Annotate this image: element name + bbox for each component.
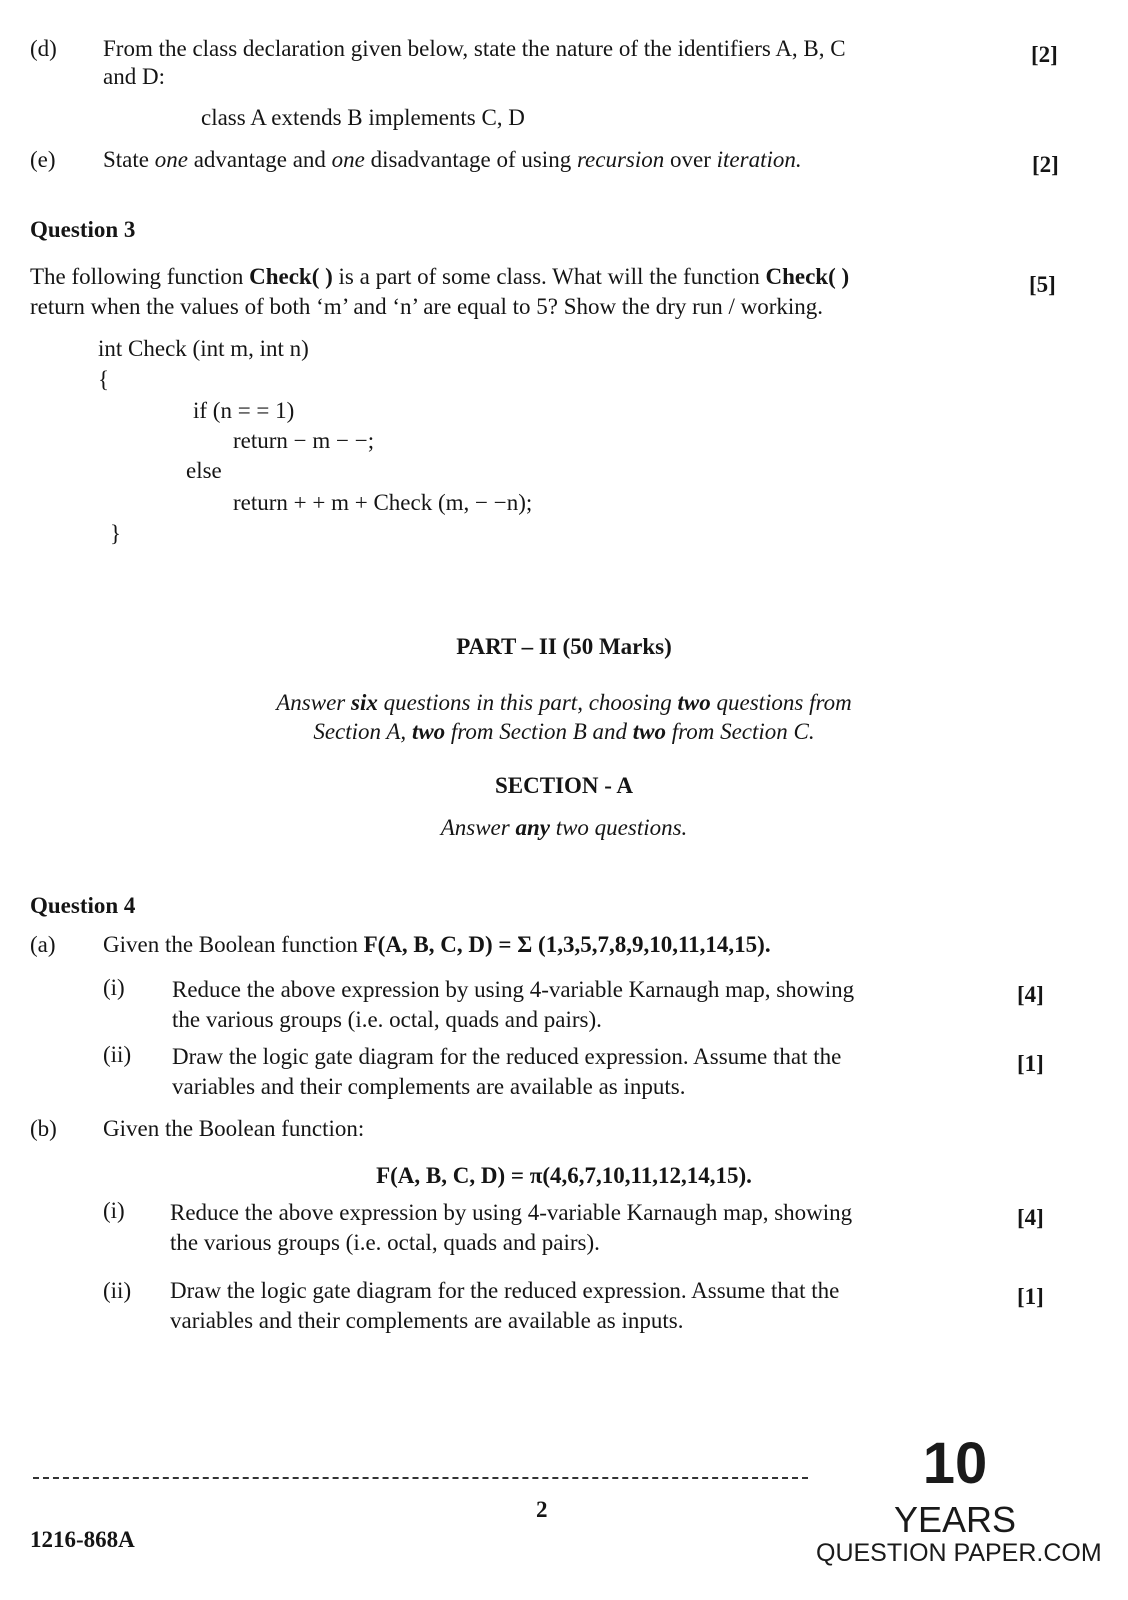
q4b-function: F(A, B, C, D) = π(4,6,7,10,11,12,14,15). (376, 1163, 752, 1188)
q4b-ii-label: (ii) (103, 1278, 132, 1303)
q4b-text: Given the Boolean function: (103, 1116, 365, 1141)
q2e-label: (e) (30, 147, 56, 172)
q2d-code: class A extends B implements C, D (201, 105, 525, 130)
q4b-i-marks: [4] (1017, 1205, 1044, 1230)
paper-code: 1216-868A (30, 1527, 135, 1552)
code-line: { (98, 367, 110, 392)
q4b-ii-line2: variables and their complements are available as inputs. (170, 1308, 684, 1333)
q2d-marks: [2] (1031, 42, 1058, 67)
q4a-ii-line1: Draw the logic gate diagram for the reduced expression. Assume that the (172, 1044, 842, 1069)
q4a-i-line1: Reduce the above expression by using 4-variable Karnaugh map, showing (172, 977, 855, 1002)
part2-instructions-line1: Answer six questions in this part, choosing two questions from (276, 690, 852, 715)
part2-instructions-line2: Section A, two from Section B and two from Section C. (313, 719, 815, 744)
q4a-i-line2: the various groups (i.e. octal, quads and pairs). (172, 1007, 602, 1032)
code-line: int Check (int m, int n) (98, 336, 309, 361)
q3-text-line2: return when the values of both ‘m’ and ‘n’ are equal to 5? Show the dry run / working. (30, 294, 824, 319)
watermark-years: YEARS (893, 1499, 1017, 1540)
q2d-label: (d) (30, 36, 57, 61)
q4b-ii-line1: Draw the logic gate diagram for the reduced expression. Assume that the (170, 1278, 840, 1303)
page-number: 2 (536, 1497, 548, 1522)
q4a-i-label: (i) (103, 975, 125, 1000)
watermark-ten: 10 (922, 1431, 988, 1496)
q3-text-line1: The following function Check( ) is a part of some class. What will the function Check( ) (30, 264, 850, 289)
q4b-i-label: (i) (103, 1198, 125, 1223)
section-a-title: SECTION - A (494, 773, 634, 798)
section-a-instructions: Answer any two questions. (440, 815, 688, 840)
q4a-ii-marks: [1] (1017, 1051, 1044, 1076)
code-line: else (186, 458, 222, 483)
q2d-text-line1: From the class declaration given below, state the nature of the identifiers A, B, C (103, 36, 846, 61)
part2-title: PART – II (50 Marks) (456, 634, 672, 659)
code-line: return + + m + Check (m, − −n); (233, 490, 533, 515)
q4a-ii-label: (ii) (103, 1042, 132, 1067)
q4a-label: (a) (30, 932, 56, 957)
q4a-text: Given the Boolean function F(A, B, C, D) = Σ (1,3,5,7,8,9,10,11,14,15). (103, 932, 771, 957)
code-line: return − m − −; (233, 428, 375, 453)
q3-heading: Question 3 (30, 217, 136, 242)
code-line: } (110, 521, 122, 546)
code-line: if (n = = 1) (193, 398, 295, 423)
q4b-label: (b) (30, 1116, 57, 1141)
footer-divider (33, 1477, 808, 1479)
q3-marks: [5] (1029, 272, 1056, 297)
q4-heading: Question 4 (30, 893, 136, 918)
q4b-i-line2: the various groups (i.e. octal, quads and pairs). (170, 1230, 600, 1255)
watermark-site: QUESTION PAPER.COM (816, 1539, 1102, 1567)
q2e-marks: [2] (1032, 152, 1059, 177)
q4a-i-marks: [4] (1017, 982, 1044, 1007)
q2e-text: State one advantage and one disadvantage of using recursion over iteration. (103, 147, 802, 172)
q2d-text-line2: and D: (103, 64, 165, 89)
q4b-i-line1: Reduce the above expression by using 4-variable Karnaugh map, showing (170, 1200, 853, 1225)
q4b-ii-marks: [1] (1017, 1284, 1044, 1309)
q4a-ii-line2: variables and their complements are available as inputs. (172, 1074, 686, 1099)
